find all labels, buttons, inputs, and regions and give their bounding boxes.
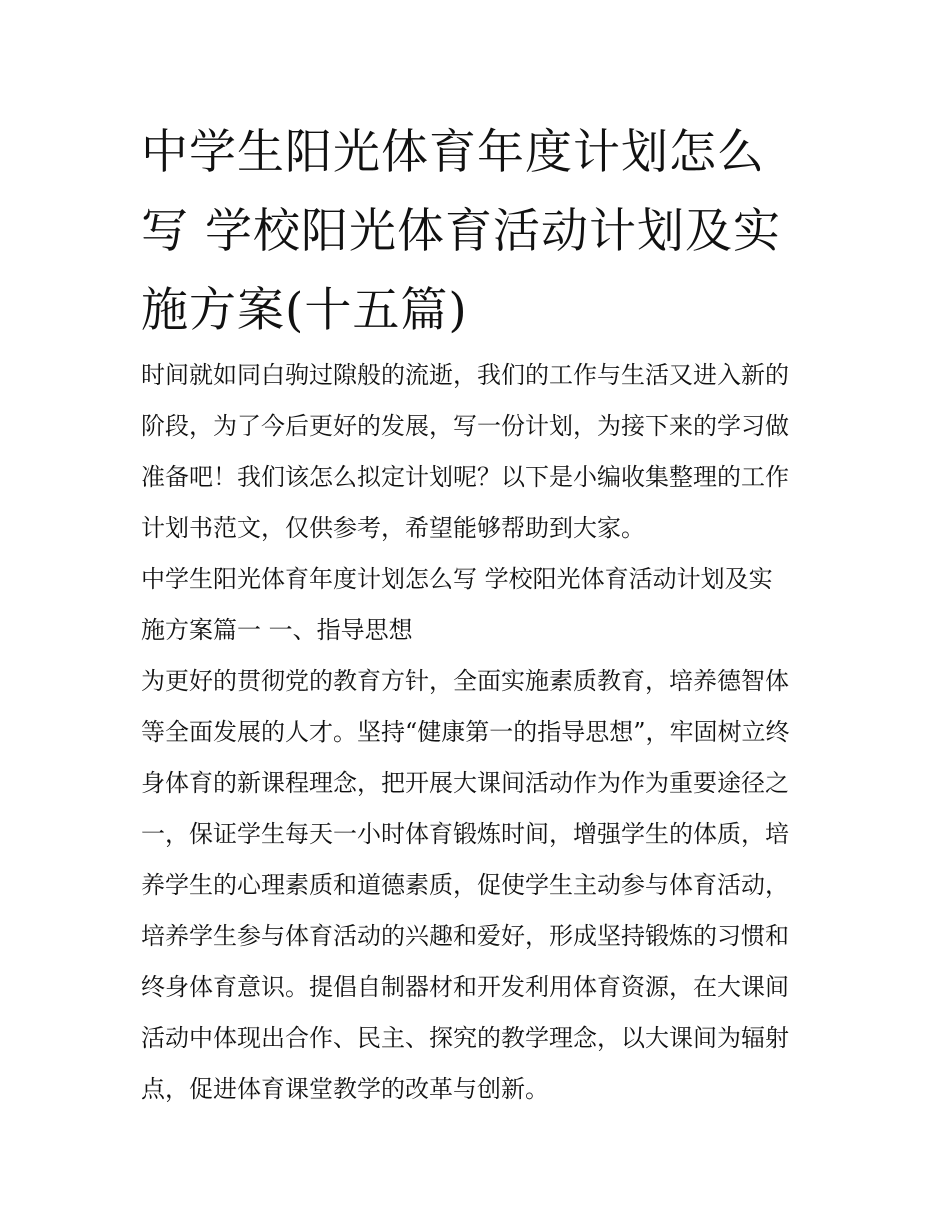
section-heading [141,554,813,656]
body-line: 养学生的心理素质和道德素质，促使学生主动参与体育活动， [141,871,789,899]
body-line: 活动中体现出合作、民主、探究的教学理念，以大课间为辐射 [141,1024,789,1052]
body-line: 培养学生参与体育活动的兴趣和爱好，形成坚持锻炼的习惯和 [141,922,789,950]
title-line: 施方案(十五篇) [141,283,468,338]
intro-paragraph [141,350,813,554]
title-line: 中学生阳光体育年度计划怎么 [141,125,765,180]
title-line: 写 学校阳光体育活动计划及实 [141,204,781,259]
section-heading-line: 中学生阳光体育年度计划怎么写 学校阳光体育活动计划及实 [141,565,773,593]
intro-line: 准备吧！我们该怎么拟定计划呢？以下是小编收集整理的工作 [141,463,789,491]
document-title [141,113,813,350]
body-paragraph [141,656,813,1115]
body-line: 等全面发展的人才。坚持“健康第一的指导思想”，牢固树立终 [141,718,790,746]
intro-line: 计划书范文，仅供参考，希望能够帮助到大家。 [141,514,645,542]
intro-line: 时间就如同白驹过隙般的流逝，我们的工作与生活又进入新的 [141,361,789,389]
document-content [141,113,813,1115]
body-line: 为更好的贯彻党的教育方针，全面实施素质教育，培养德智体 [141,667,789,695]
intro-line: 阶段，为了今后更好的发展，写一份计划，为接下来的学习做 [141,412,789,440]
body-line: 一，保证学生每天一小时体育锻炼时间，增强学生的体质，培 [141,820,789,848]
body-line: 身体育的新课程理念，把开展大课间活动作为作为重要途径之 [141,769,789,797]
body-line: 终身体育意识。提倡自制器材和开发利用体育资源，在大课间 [141,973,789,1001]
section-heading-line: 施方案篇一 一、指导思想 [141,616,413,644]
body-line: 点，促进体育课堂教学的改革与创新。 [141,1075,549,1103]
